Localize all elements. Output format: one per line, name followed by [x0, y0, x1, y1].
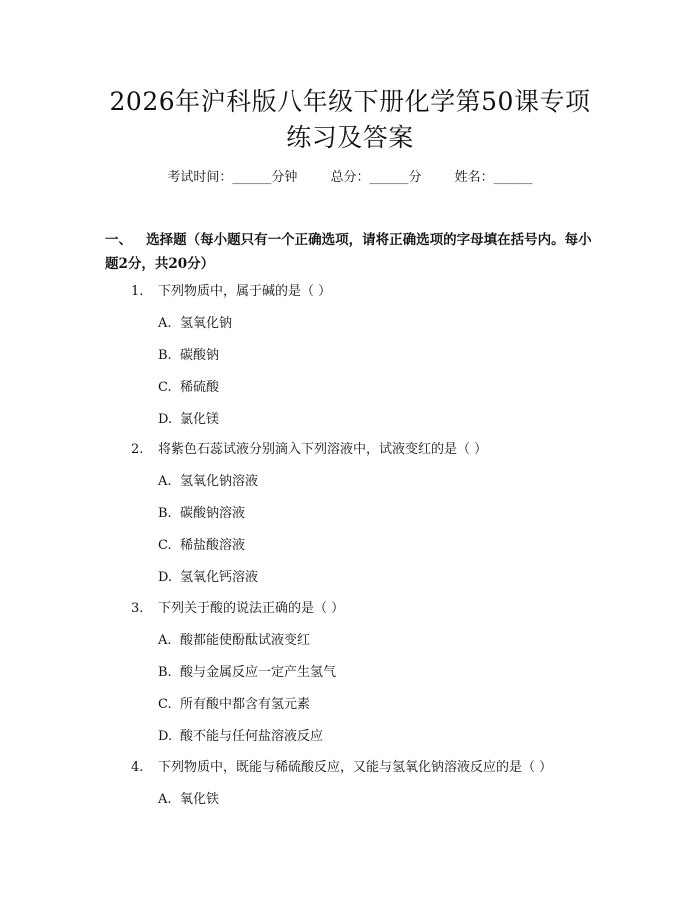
- option-letter: A.: [158, 474, 172, 489]
- option-text: 所有酸中都含有氢元素: [180, 697, 311, 712]
- option-letter: C.: [158, 538, 172, 553]
- question-3: [131, 599, 344, 619]
- question-3-option-c: [158, 695, 310, 715]
- option-letter: A.: [158, 792, 172, 807]
- question-2: [131, 440, 487, 460]
- option-text: 碳酸钠溶液: [180, 506, 246, 521]
- question-1-option-a: [158, 314, 232, 334]
- option-letter: D.: [158, 729, 173, 744]
- question-4: [131, 758, 552, 778]
- section-instructions: 选择题（每小题只有一个正确选项，请将正确选项的字母填在括号内。每小题2分，共20分）: [105, 232, 592, 272]
- option-letter: A.: [158, 633, 172, 648]
- question-text: 将紫色石蕊试液分别滴入下列溶液中，试液变红的是（ ）: [158, 442, 488, 457]
- question-2-option-c: [158, 536, 245, 556]
- option-text: 稀盐酸溶液: [180, 538, 246, 553]
- document-title-line-2: 练习及答案: [286, 123, 414, 152]
- option-text: 氢氧化钠溶液: [180, 474, 259, 489]
- question-1-option-b: [158, 346, 219, 366]
- option-text: 氢氧化钙溶液: [180, 570, 259, 585]
- time-label: 考试时间：: [167, 170, 233, 185]
- option-text: 氢氧化钠: [180, 316, 233, 331]
- option-letter: B.: [158, 506, 172, 521]
- time-blank: ______: [232, 170, 272, 185]
- option-letter: B.: [158, 348, 172, 363]
- question-2-option-b: [158, 504, 245, 524]
- question-number: 3.: [131, 601, 144, 616]
- name-label: 姓名：: [454, 170, 494, 185]
- exam-meta-line: [0, 168, 700, 188]
- question-1-option-c: [158, 378, 219, 398]
- section-number: 一、: [105, 232, 132, 248]
- question-number: 1.: [131, 284, 144, 299]
- question-text: 下列物质中，属于碱的是（ ）: [158, 284, 332, 299]
- question-text: 下列关于酸的说法正确的是（ ）: [158, 601, 345, 616]
- score-blank: ______: [369, 170, 409, 185]
- name-blank: ______: [493, 170, 533, 185]
- question-3-option-b: [158, 663, 336, 683]
- section-heading: [105, 228, 605, 276]
- time-unit: 分钟: [271, 170, 298, 185]
- option-text: 氯化镁: [180, 412, 220, 427]
- question-1-option-d: [158, 410, 219, 430]
- question-2-option-a: [158, 472, 258, 492]
- document-title-line-1: 2026年沪科版八年级下册化学第50课专项: [109, 87, 591, 116]
- question-3-option-a: [158, 631, 310, 651]
- question-number: 2.: [131, 442, 144, 457]
- option-text: 酸不能与任何盐溶液反应: [180, 729, 324, 744]
- option-letter: A.: [158, 316, 172, 331]
- option-text: 酸都能使酚酞试液变红: [180, 633, 311, 648]
- question-4-option-a: [158, 790, 219, 810]
- question-1: [131, 282, 331, 302]
- question-3-option-d: [158, 727, 323, 747]
- option-letter: D.: [158, 570, 173, 585]
- option-letter: B.: [158, 665, 172, 680]
- question-number: 4.: [131, 760, 144, 775]
- option-letter: C.: [158, 697, 172, 712]
- option-letter: C.: [158, 380, 172, 395]
- question-2-option-d: [158, 568, 258, 588]
- option-text: 稀硫酸: [180, 380, 220, 395]
- option-text: 碳酸钠: [180, 348, 220, 363]
- score-unit: 分: [408, 170, 422, 185]
- question-text: 下列物质中，既能与稀硫酸反应，又能与氢氧化钠溶液反应的是（ ）: [158, 760, 553, 775]
- score-label: 总分：: [330, 170, 370, 185]
- option-text: 酸与金属反应一定产生氢气: [180, 665, 337, 680]
- option-letter: D.: [158, 412, 173, 427]
- option-text: 氧化铁: [180, 792, 220, 807]
